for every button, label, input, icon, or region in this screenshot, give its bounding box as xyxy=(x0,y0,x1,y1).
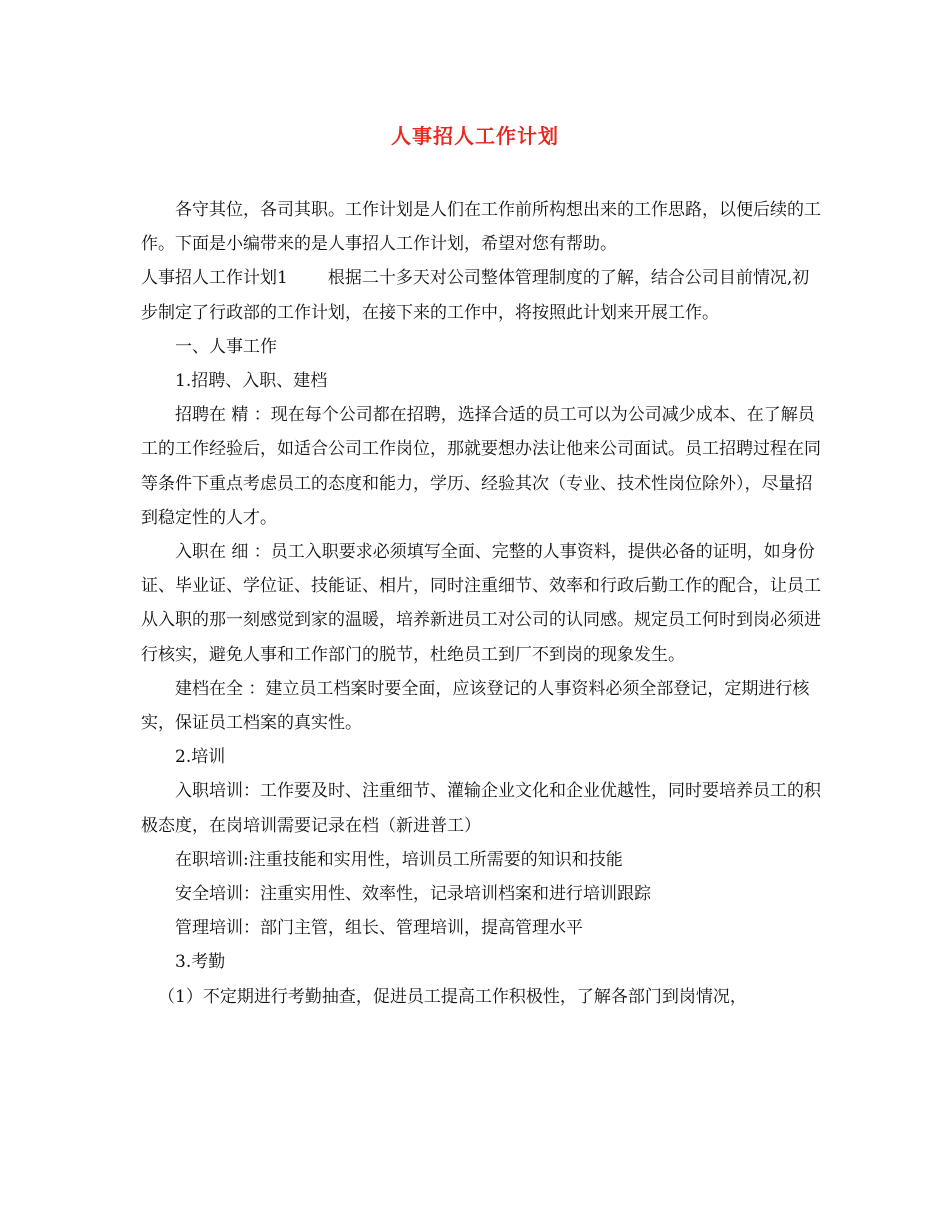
plan-paragraph xyxy=(141,261,821,329)
train-mgmt-paragraph: 管理培训：部门主管，组长、管理培训，提高管理水平 xyxy=(175,918,583,939)
document-title: 人事招人工作计划 xyxy=(391,124,559,148)
attendance-paragraph: （1）不定期进行考勤抽查，促进员工提高工作积极性，了解各部门到岗情况， xyxy=(158,986,747,1007)
recruit-paragraph: 招聘在 精 ：现在每个公司都在招聘，选择合适的员工可以为公司减少成本、在了解员工的工作经验后，如适合公司工作岗位，那就要想办法让他来公司面试。员工招聘过程在同等条件下重点考虑员工的态度和能力，学历、经验其次（专业、技术性岗位除外），尽量招到稳定性的人才。 xyxy=(141,405,821,528)
train-safety-paragraph: 安全培训：注重实用性、效率性，记录培训档案和进行培训跟踪 xyxy=(175,884,651,905)
train-entry-paragraph: 入职培训：工作要及时、注重细节、灌输企业文化和企业优越性，同时要培养员工的积极态度，在岗培训需要记录在档（新进普工） xyxy=(141,781,821,836)
subheading-3: 3.考勤 xyxy=(175,952,226,973)
document-body xyxy=(141,193,821,1014)
train-onjob-paragraph: 在职培训:注重技能和实用性，培训员工所需要的知识和技能 xyxy=(175,849,623,870)
plan-text: 根据二十多天对公司整体管理制度的了解，结合公司目前情况,初步制定了行政部的工作计划，在接下来的工作中，将按照此计划来开展工作。 xyxy=(141,268,810,323)
intro-paragraph: 各守其位，各司其职。工作计划是人们在工作前所构想出来的工作思路，以便后续的工作。下面是小编带来的是人事招人工作计划，希望对您有帮助。 xyxy=(141,200,821,255)
plan-label: 人事招人工作计划1 xyxy=(141,268,288,289)
subheading-1: 1.招聘、入职、建档 xyxy=(175,371,328,392)
section-heading-1: 一、人事工作 xyxy=(175,336,277,357)
archive-paragraph: 建档在全 ：建立员工档案时要全面，应该登记的人事资料必须全部登记，定期进行核实，保证员工档案的真实性。 xyxy=(141,678,810,734)
subheading-2: 2.培训 xyxy=(175,747,226,768)
onboard-paragraph: 入职在 细 ：员工入职要求必须填写全面、完整的人事资料，提供必备的证明，如身份证、毕业证、学位证、技能证、相片，同时注重细节、效率和行政后勤工作的配合，让员工从入职的那一刻感觉到家的温暖，培养新进员工对公司的认同感。规定员工何时到岗必须进行核实，避免人事和工作部门的脱节，杜绝员工到厂不到岗的现象发生。 xyxy=(141,542,821,665)
